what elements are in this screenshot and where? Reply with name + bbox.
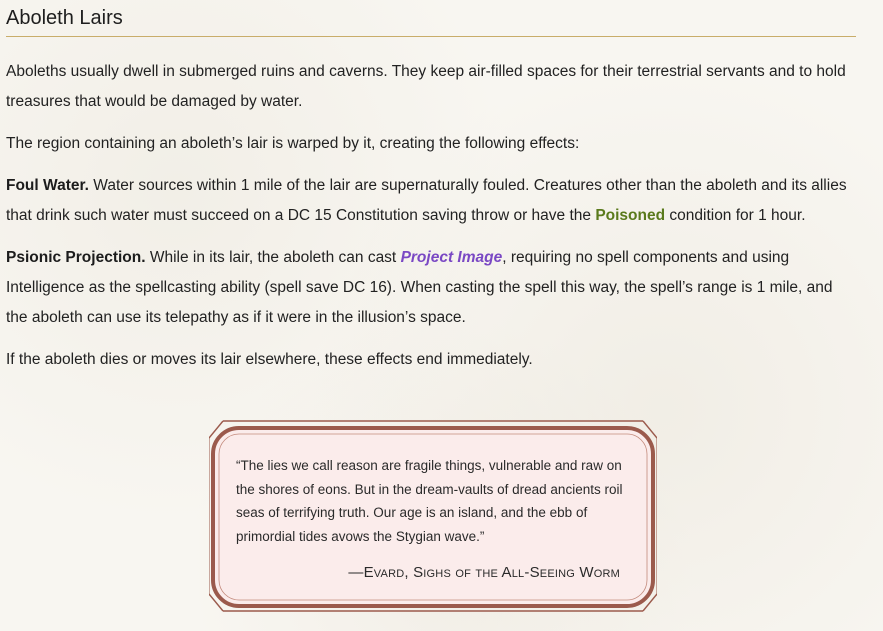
psionic-projection-heading: Psionic Projection. <box>6 249 146 266</box>
ending-paragraph: If the aboleth dies or moves its lair elsewhere, these effects end immediately. <box>6 351 533 368</box>
quote-text: “The lies we call reason are fragile things, vulnerable and raw on the shores of eons. But in the dream-vaults of dread ancients roil seas of terrifying truth. Our age is an island, and the ebb of primordial tides avows the Stygian wave.” <box>236 458 623 544</box>
psionic-text-before: While in its lair, the aboleth can cast <box>145 249 401 266</box>
page-content <box>6 0 856 387</box>
intro-paragraph: Aboleths usually dwell in submerged ruins and caverns. They keep air-filled spaces for their terrestrial servants and to hold treasures that would be damaged by water. <box>6 63 846 110</box>
quote-attribution: —Evard, Sighs of the All-Seeing Worm <box>348 564 620 581</box>
region-paragraph: The region containing an aboleth’s lair is warped by it, creating the following effects: <box>6 135 580 152</box>
poisoned-condition-link[interactable]: Poisoned <box>595 207 666 224</box>
title-divider <box>6 36 856 37</box>
foul-water-paragraph <box>6 171 856 231</box>
quote-box <box>209 418 657 614</box>
psionic-projection-paragraph <box>6 243 856 333</box>
foul-water-text-before: Water sources within 1 mile of the lair are supernaturally fouled. Creatures other than the aboleth and its allies that drink such water must succeed on a DC 15 Constitution saving throw or have the <box>6 177 847 224</box>
project-image-spell-link[interactable]: Project Image <box>400 249 503 266</box>
page-title: Aboleth Lairs <box>6 7 123 29</box>
psionic-text-after: , requiring no spell components and using Intelligence as the spellcasting ability (spell save DC 16). When casting the spell this way, the spell’s range is 1 mile, and the aboleth can use its telepathy as if it were in the illusion’s space. <box>6 249 833 326</box>
foul-water-text-after: condition for 1 hour. <box>665 207 806 224</box>
foul-water-heading: Foul Water. <box>6 177 89 194</box>
